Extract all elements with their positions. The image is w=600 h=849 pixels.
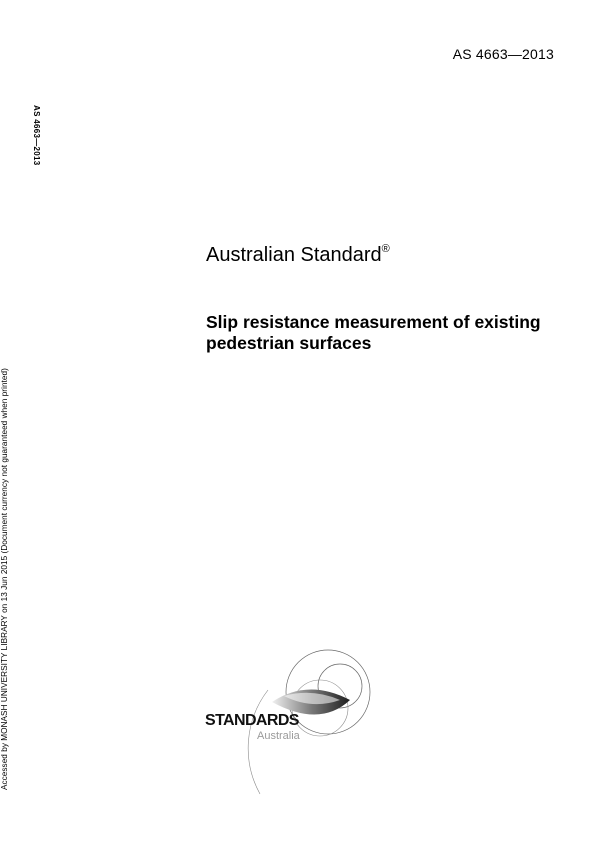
document-title-line-1: Slip resistance measurement of existing — [206, 312, 541, 332]
logo-wordmark: STANDARDS — [205, 712, 299, 729]
standards-australia-logo — [200, 630, 400, 810]
series-title — [206, 243, 390, 267]
logo-subtext: Australia — [257, 730, 300, 742]
spine-label: AS 4663—2013 — [32, 105, 41, 166]
document-title-line-2: pedestrian surfaces — [206, 333, 372, 353]
access-note: Accessed by MONASH UNIVERSITY LIBRARY on 13 Jun 2015 (Document currency not guaranteed when printed) — [0, 368, 9, 790]
standard-number: AS 4663—2013 — [452, 46, 554, 62]
document-title — [206, 312, 566, 354]
registered-mark: ® — [381, 243, 390, 255]
series-title-text: Australian Standard — [206, 244, 382, 266]
